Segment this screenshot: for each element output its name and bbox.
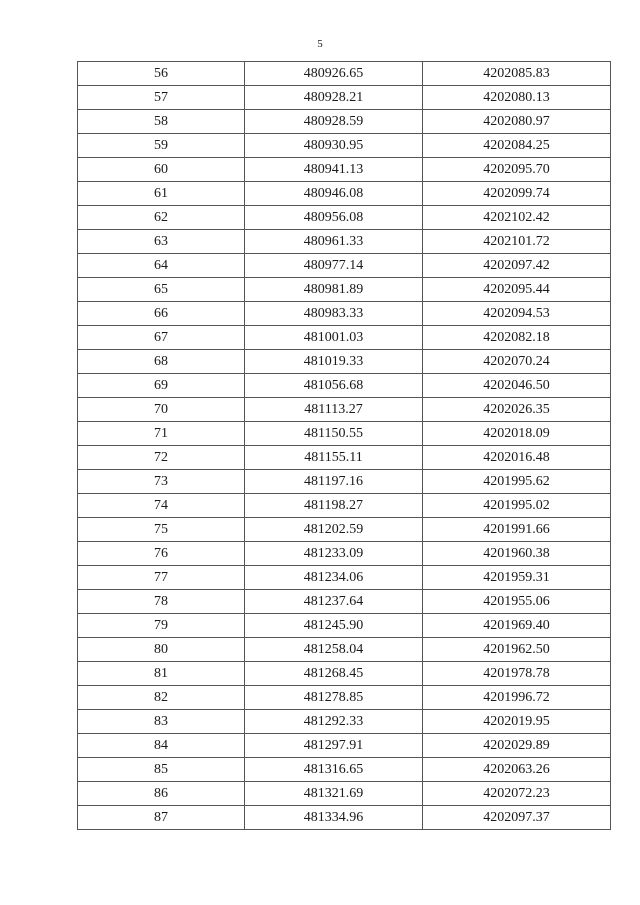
table-row (78, 422, 611, 446)
y-coordinate-cell: 4202070.24 (423, 350, 611, 374)
point-number-cell: 78 (78, 590, 245, 614)
y-coordinate-cell: 4202084.25 (423, 134, 611, 158)
table-row (78, 638, 611, 662)
y-coordinate-cell: 4201955.06 (423, 590, 611, 614)
y-coordinate-cell: 4201995.62 (423, 470, 611, 494)
x-coordinate-cell: 481197.16 (245, 470, 423, 494)
y-coordinate-cell: 4202072.23 (423, 782, 611, 806)
table-row (78, 86, 611, 110)
table-row (78, 110, 611, 134)
x-coordinate-cell: 480941.13 (245, 158, 423, 182)
point-number-cell: 69 (78, 374, 245, 398)
point-number-cell: 62 (78, 206, 245, 230)
y-coordinate-cell: 4202099.74 (423, 182, 611, 206)
point-number-cell: 73 (78, 470, 245, 494)
x-coordinate-cell: 481233.09 (245, 542, 423, 566)
y-coordinate-cell: 4202080.13 (423, 86, 611, 110)
y-coordinate-cell: 4202101.72 (423, 230, 611, 254)
point-number-cell: 63 (78, 230, 245, 254)
x-coordinate-cell: 481334.96 (245, 806, 423, 830)
x-coordinate-cell: 480930.95 (245, 134, 423, 158)
x-coordinate-cell: 481321.69 (245, 782, 423, 806)
table-row (78, 254, 611, 278)
point-number-cell: 86 (78, 782, 245, 806)
point-number-cell: 56 (78, 62, 245, 86)
x-coordinate-cell: 481155.11 (245, 446, 423, 470)
table-row (78, 470, 611, 494)
x-coordinate-cell: 481234.06 (245, 566, 423, 590)
table-row (78, 134, 611, 158)
x-coordinate-cell: 480956.08 (245, 206, 423, 230)
point-number-cell: 87 (78, 806, 245, 830)
x-coordinate-cell: 480946.08 (245, 182, 423, 206)
coordinate-table (77, 61, 611, 830)
table-row (78, 278, 611, 302)
table-row (78, 662, 611, 686)
table-row (78, 686, 611, 710)
point-number-cell: 70 (78, 398, 245, 422)
y-coordinate-cell: 4201960.38 (423, 542, 611, 566)
x-coordinate-cell: 481150.55 (245, 422, 423, 446)
y-coordinate-cell: 4202097.37 (423, 806, 611, 830)
x-coordinate-cell: 481001.03 (245, 326, 423, 350)
table-row (78, 614, 611, 638)
point-number-cell: 61 (78, 182, 245, 206)
point-number-cell: 65 (78, 278, 245, 302)
point-number-cell: 82 (78, 686, 245, 710)
y-coordinate-cell: 4202046.50 (423, 374, 611, 398)
y-coordinate-cell: 4202094.53 (423, 302, 611, 326)
y-coordinate-cell: 4202063.26 (423, 758, 611, 782)
point-number-cell: 71 (78, 422, 245, 446)
x-coordinate-cell: 481268.45 (245, 662, 423, 686)
y-coordinate-cell: 4202085.83 (423, 62, 611, 86)
x-coordinate-cell: 480977.14 (245, 254, 423, 278)
point-number-cell: 72 (78, 446, 245, 470)
x-coordinate-cell: 481297.91 (245, 734, 423, 758)
y-coordinate-cell: 4201978.78 (423, 662, 611, 686)
x-coordinate-cell: 481258.04 (245, 638, 423, 662)
y-coordinate-cell: 4201995.02 (423, 494, 611, 518)
page-number: 5 (317, 38, 323, 50)
x-coordinate-cell: 481019.33 (245, 350, 423, 374)
y-coordinate-cell: 4201969.40 (423, 614, 611, 638)
x-coordinate-cell: 480961.33 (245, 230, 423, 254)
point-number-cell: 66 (78, 302, 245, 326)
table-row (78, 206, 611, 230)
point-number-cell: 76 (78, 542, 245, 566)
point-number-cell: 83 (78, 710, 245, 734)
point-number-cell: 84 (78, 734, 245, 758)
x-coordinate-cell: 481198.27 (245, 494, 423, 518)
table-row (78, 398, 611, 422)
y-coordinate-cell: 4202102.42 (423, 206, 611, 230)
x-coordinate-cell: 480981.89 (245, 278, 423, 302)
y-coordinate-cell: 4201962.50 (423, 638, 611, 662)
point-number-cell: 80 (78, 638, 245, 662)
y-coordinate-cell: 4202016.48 (423, 446, 611, 470)
point-number-cell: 58 (78, 110, 245, 134)
table-row (78, 158, 611, 182)
table-row (78, 806, 611, 830)
y-coordinate-cell: 4201991.66 (423, 518, 611, 542)
table-row (78, 494, 611, 518)
x-coordinate-cell: 481316.65 (245, 758, 423, 782)
y-coordinate-cell: 4202095.70 (423, 158, 611, 182)
point-number-cell: 60 (78, 158, 245, 182)
table-row (78, 518, 611, 542)
y-coordinate-cell: 4202097.42 (423, 254, 611, 278)
point-number-cell: 74 (78, 494, 245, 518)
table-row (78, 182, 611, 206)
y-coordinate-cell: 4202029.89 (423, 734, 611, 758)
y-coordinate-cell: 4202095.44 (423, 278, 611, 302)
x-coordinate-cell: 480928.21 (245, 86, 423, 110)
table-row (78, 326, 611, 350)
point-number-cell: 81 (78, 662, 245, 686)
table-body (78, 62, 611, 830)
table-row (78, 542, 611, 566)
point-number-cell: 67 (78, 326, 245, 350)
point-number-cell: 75 (78, 518, 245, 542)
x-coordinate-cell: 481202.59 (245, 518, 423, 542)
table-row (78, 374, 611, 398)
x-coordinate-cell: 481245.90 (245, 614, 423, 638)
y-coordinate-cell: 4202019.95 (423, 710, 611, 734)
table-row (78, 446, 611, 470)
y-coordinate-cell: 4202026.35 (423, 398, 611, 422)
table-row (78, 734, 611, 758)
table-row (78, 758, 611, 782)
x-coordinate-cell: 480926.65 (245, 62, 423, 86)
y-coordinate-cell: 4202082.18 (423, 326, 611, 350)
table-row (78, 302, 611, 326)
x-coordinate-cell: 480983.33 (245, 302, 423, 326)
table-row (78, 230, 611, 254)
x-coordinate-cell: 481056.68 (245, 374, 423, 398)
y-coordinate-cell: 4201959.31 (423, 566, 611, 590)
x-coordinate-cell: 481113.27 (245, 398, 423, 422)
table-row (78, 566, 611, 590)
point-number-cell: 85 (78, 758, 245, 782)
x-coordinate-cell: 481237.64 (245, 590, 423, 614)
table-row (78, 350, 611, 374)
x-coordinate-cell: 480928.59 (245, 110, 423, 134)
table-row (78, 782, 611, 806)
point-number-cell: 59 (78, 134, 245, 158)
x-coordinate-cell: 481292.33 (245, 710, 423, 734)
table-row (78, 62, 611, 86)
point-number-cell: 57 (78, 86, 245, 110)
table-row (78, 590, 611, 614)
y-coordinate-cell: 4202018.09 (423, 422, 611, 446)
x-coordinate-cell: 481278.85 (245, 686, 423, 710)
table-row (78, 710, 611, 734)
point-number-cell: 64 (78, 254, 245, 278)
y-coordinate-cell: 4202080.97 (423, 110, 611, 134)
point-number-cell: 79 (78, 614, 245, 638)
y-coordinate-cell: 4201996.72 (423, 686, 611, 710)
point-number-cell: 68 (78, 350, 245, 374)
point-number-cell: 77 (78, 566, 245, 590)
